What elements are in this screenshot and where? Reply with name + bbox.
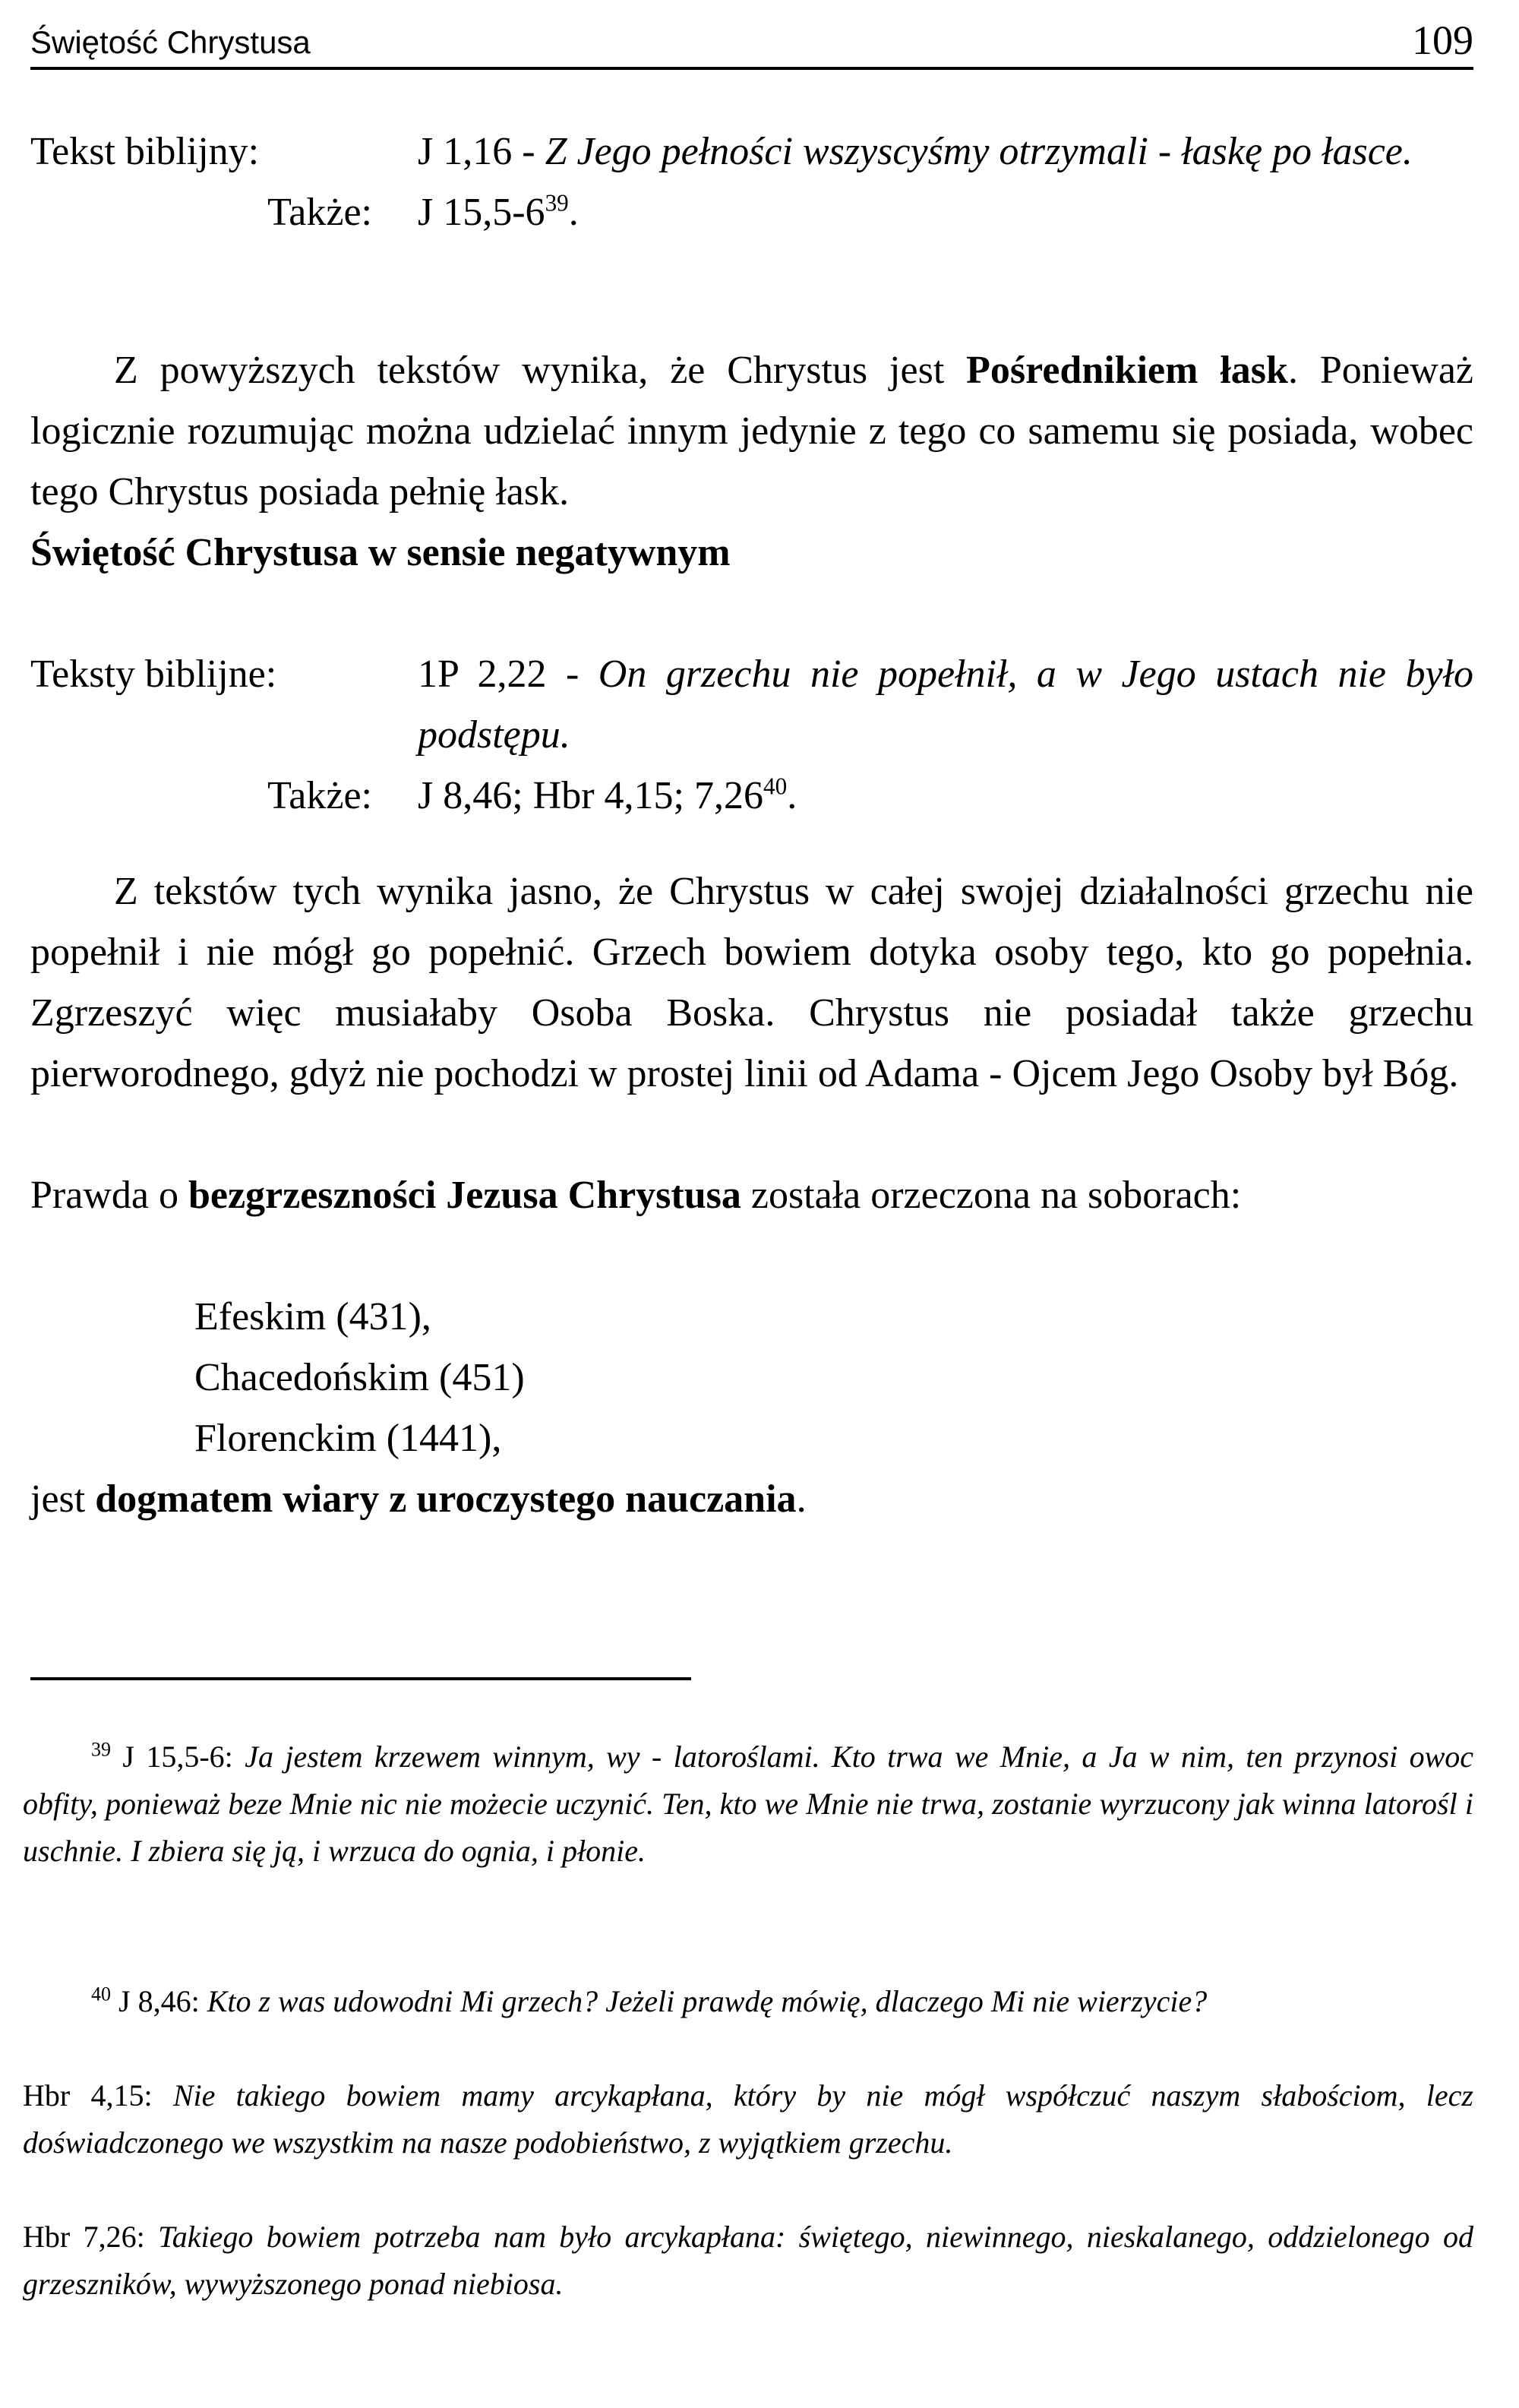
- paragraph-councils-intro: [30, 1165, 1473, 1226]
- footnote-ref: J 8,46:: [111, 1984, 207, 2018]
- footnote-ref: Hbr 7,26:: [23, 2220, 159, 2254]
- footnote-text: Nie takiego bowiem mamy arcykapłana, który by nie mógł współczuć naszym słabościom, lecz doświadczonego we wszystkim na nasze podobieństwo, z wyjątkiem grzechu.: [23, 2078, 1473, 2160]
- running-title: Świętość Chrystusa: [30, 24, 311, 60]
- scripture-block-1: [30, 122, 1473, 243]
- paragraph-sinlessness: Z tekstów tych wynika jasno, że Chrystus w całej swojej działalności grzechu nie popełnił i nie mógł go popełnić. Grzech bowiem dotyka osoby tego, kto go popełnia. Zgrzeszyć więc musiałaby Osoba Boska. Chrystus nie posiadał także grzechu pierworodnego, gdyż nie pochodzi w prostej linii od Adama - Ojcem Jego Osoby był Bóg.: [30, 870, 1473, 1095]
- footnote-text: Takiego bowiem potrzeba nam było arcykapłana: świętego, niewinnego, nieskalanego, oddzielonego od grzeszników, wywyższonego ponad niebiosa.: [23, 2220, 1473, 2301]
- also-ref-end-2: .: [787, 774, 797, 817]
- footnote-39: [23, 1733, 1473, 1875]
- para1-bold: Pośrednikiem łask: [966, 349, 1288, 392]
- council-item: Efeskim (431),: [194, 1295, 431, 1338]
- footnote-marker-40: 40: [763, 773, 788, 800]
- para3-text-2: została orzeczona na soborach:: [741, 1174, 1242, 1217]
- para4-text-1: jest: [30, 1477, 96, 1521]
- also-refs: [418, 182, 1473, 243]
- footnote-40-hbr-7-26: [23, 2214, 1473, 2308]
- para1-text-2: . Ponieważ logicznie rozumując można udzielać innym jedynie z tego co samemu się posiada, wobec tego Chrystus posiada pełnię łask.: [30, 349, 1473, 514]
- scripture-ref: J 1,16 -: [418, 130, 545, 173]
- para3-text-1: Prawda o: [30, 1174, 188, 1217]
- footnote-40-hbr-4-15: [23, 2072, 1473, 2166]
- paragraph-dogma: [30, 1469, 1473, 1530]
- scripture-text-2: On grzechu nie popełnił, a w Jego ustach nie było podstępu.: [418, 653, 1473, 757]
- footnote-ref: J 15,5-6:: [111, 1740, 245, 1774]
- also-ref-text-2: J 8,46; Hbr 4,15; 7,26: [418, 774, 763, 817]
- para3-bold: bezgrzeszności Jezusa Chrystusa: [188, 1174, 741, 1217]
- footnote-text: Kto z was udowodni Mi grzech? Jeżeli prawdę mówię, dlaczego Mi nie wierzycie?: [207, 1984, 1208, 2018]
- council-item: Florenckim (1441),: [194, 1417, 502, 1460]
- scripture-text: Z Jego pełności wszyscyśmy otrzymali - łaskę po łasce.: [545, 130, 1413, 173]
- scripture-quote: [418, 122, 1473, 182]
- also-ref-end: .: [568, 191, 579, 234]
- footnote-40: [23, 1978, 1473, 2025]
- footnote-text: Ja jestem krzewem winnym, wy - latoroślami. Kto trwa we Mnie, a Ja w nim, ten przynosi owoc obfity, ponieważ beze Mnie nic nie możecie uczynić. Ten, kto we Mnie nie trwa, zostanie wyrzucony jak winna latorośl i uschnie. I zbiera się ją, i wrzuca do ognia, i płonie.: [23, 1740, 1474, 1868]
- also-ref-text: J 15,5-6: [418, 191, 545, 234]
- para1-text-1: Z powyższych tekstów wynika, że Chrystus jest: [114, 349, 967, 392]
- section-heading: Świętość Chrystusa w sensie negatywnym: [30, 531, 731, 574]
- scripture-label: Tekst biblijny:: [30, 130, 260, 173]
- footnote-marker-39: 39: [545, 189, 569, 216]
- council-item: Chacedońskim (451): [194, 1356, 525, 1399]
- footnote-rule: [30, 1677, 691, 1680]
- scripture-quote-2: [418, 644, 1473, 766]
- footnote-ref: Hbr 4,15:: [23, 2078, 173, 2113]
- scripture-block-2: [30, 644, 1473, 826]
- running-head: [30, 14, 1473, 70]
- para4-text-2: .: [796, 1477, 807, 1521]
- also-label: Także:: [267, 191, 372, 234]
- footnote-number: 39: [91, 1738, 111, 1761]
- footnote-number: 40: [91, 1983, 111, 2005]
- council-list: [194, 1287, 525, 1469]
- also-label-2: Także:: [267, 774, 372, 817]
- paragraph-mediator: [30, 340, 1473, 523]
- also-refs-2: [418, 766, 1473, 826]
- scripture-ref-2: 1P 2,22 -: [418, 653, 598, 696]
- scripture-label-2: Teksty biblijne:: [30, 653, 277, 696]
- para4-bold: dogmatem wiary z uroczystego nauczania: [95, 1477, 797, 1521]
- page-number: 109: [1412, 17, 1473, 63]
